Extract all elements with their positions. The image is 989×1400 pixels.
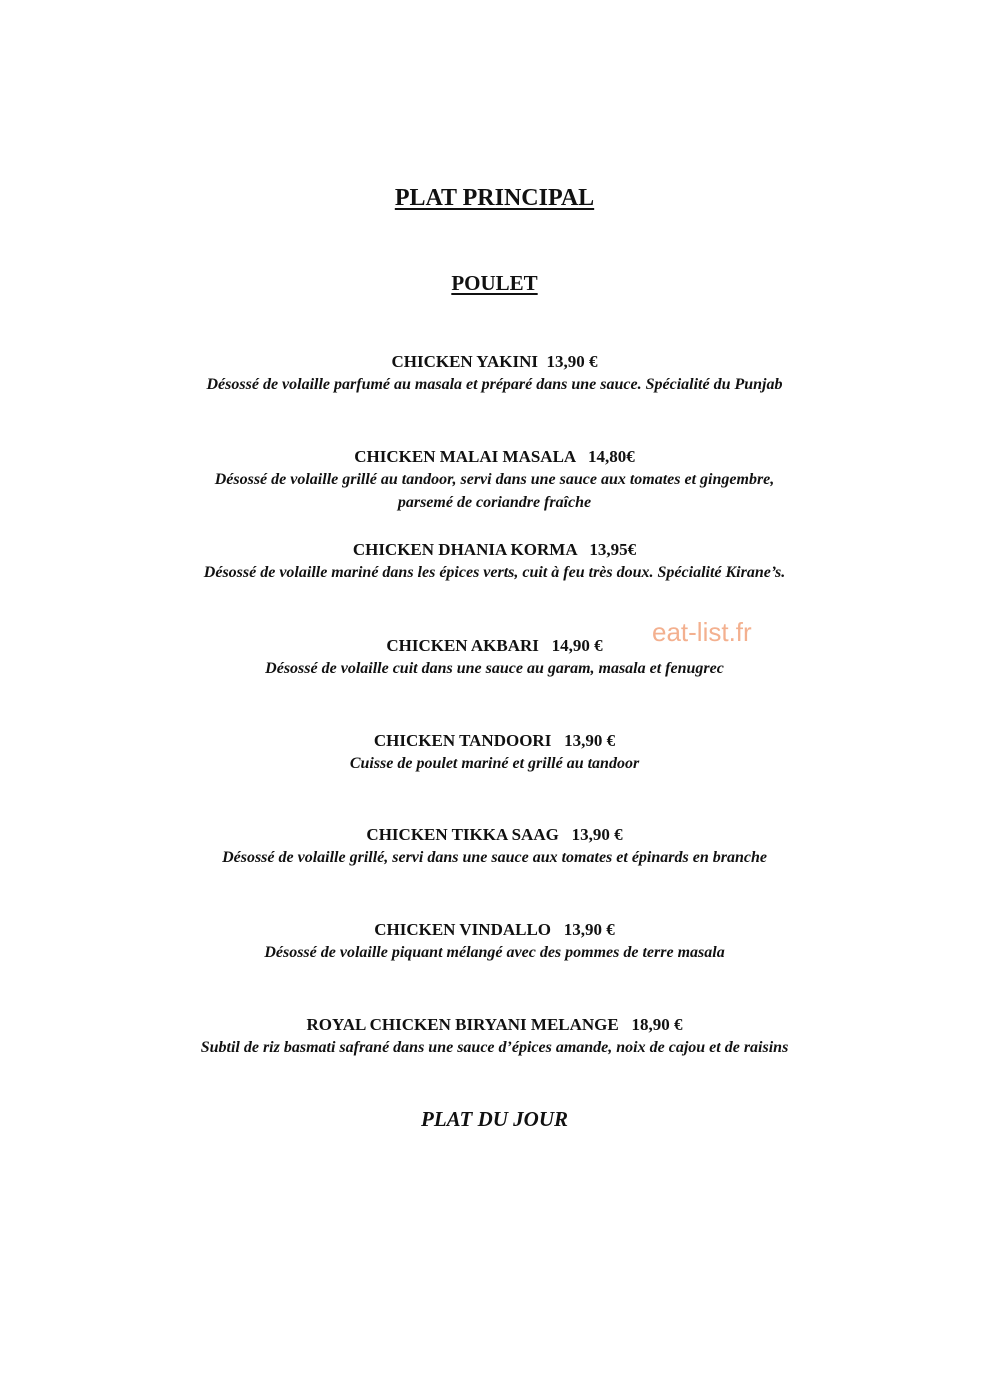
menu-item-chicken-vindallo	[0, 918, 989, 964]
menu-item-name: CHICKEN YAKINI 13,90 €	[391, 352, 598, 371]
description-line: Désossé de volaille piquant mélangé avec des pommes de terre masala	[264, 944, 725, 961]
menu-item-description	[0, 373, 989, 396]
menu-item-name: CHICKEN TANDOORI 13,90 €	[373, 731, 616, 750]
menu-item-chicken-tikka-saag	[0, 823, 989, 869]
menu-item-chicken-malai-masala	[0, 445, 989, 514]
menu-item-description	[0, 561, 989, 584]
menu-item-description	[0, 1036, 989, 1059]
menu-item-description	[0, 657, 989, 680]
description-line: Désossé de volaille cuit dans une sauce au garam, masala et fenugrec	[265, 660, 724, 677]
menu-item-description	[0, 941, 989, 964]
watermark-logo: eat-list.fr	[652, 617, 752, 647]
menu-item-name: CHICKEN MALAI MASALA 14,80€	[354, 447, 635, 466]
menu-item-name: CHICKEN DHANIA KORMA 13,95€	[352, 540, 637, 559]
section-title-poulet: POULET	[451, 271, 538, 295]
description-line: Désossé de volaille grillé au tandoor, servi dans une sauce aux tomates et gingembre,	[214, 471, 775, 488]
menu-item-chicken-tandoori	[0, 729, 989, 775]
description-line: Désossé de volaille grillé, servi dans une sauce aux tomates et épinards en branche	[222, 849, 767, 866]
menu-item-description	[0, 468, 989, 514]
menu-item-description	[0, 752, 989, 775]
menu-item-chicken-akbari	[0, 634, 989, 680]
menu-item-royal-chicken-biryani	[0, 1013, 989, 1059]
menu-item-description	[0, 846, 989, 869]
menu-item-name: CHICKEN TIKKA SAAG 13,90 €	[366, 825, 623, 844]
description-line: Désossé de volaille parfumé au masala et préparé dans une sauce. Spécialité du Punjab	[206, 376, 783, 393]
menu-item-name: CHICKEN VINDALLO 13,90 €	[374, 920, 615, 939]
description-line: Cuisse de poulet mariné et grillé au tandoor	[349, 755, 640, 772]
menu-item-chicken-yakini	[0, 350, 989, 396]
menu-item-chicken-dhania-korma	[0, 538, 989, 584]
description-line: parsemé de coriandre fraîche	[397, 494, 592, 511]
description-line: Désossé de volaille mariné dans les épices verts, cuit à feu très doux. Spécialité Kirane’s.	[203, 564, 786, 581]
section-title-plat-du-jour: PLAT DU JOUR	[421, 1107, 568, 1131]
menu-item-name: ROYAL CHICKEN BIRYANI MELANGE 18,90 €	[306, 1015, 683, 1034]
description-line: Subtil de riz basmati safrané dans une sauce d’épices amande, noix de cajou et de raisins	[200, 1039, 789, 1056]
menu-item-name: CHICKEN AKBARI 14,90 €	[386, 636, 603, 655]
page-title: PLAT PRINCIPAL	[394, 185, 595, 211]
